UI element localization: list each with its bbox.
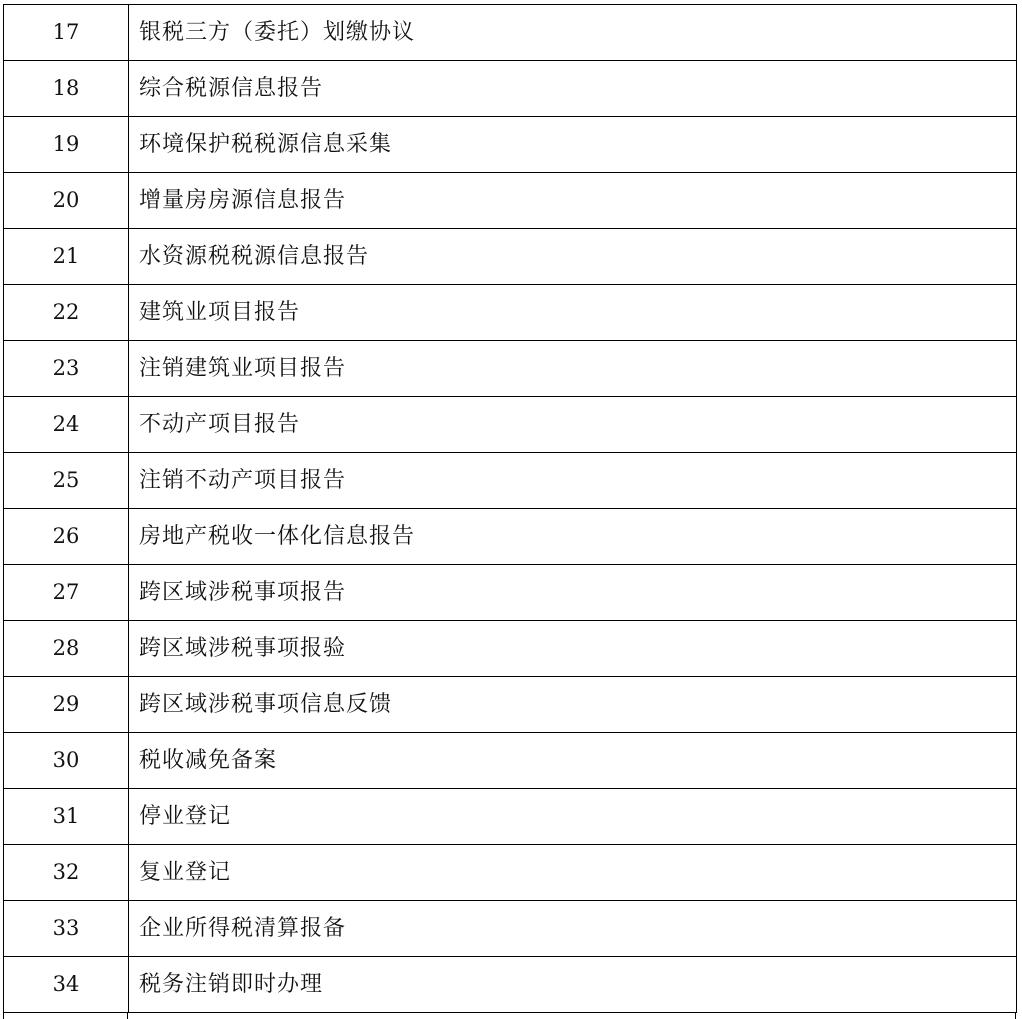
row-name-cell: 复业登记 <box>129 845 1017 901</box>
row-number-cell: 26 <box>4 509 129 565</box>
item-table-body <box>4 5 1017 1013</box>
row-name-cell: 注销不动产项目报告 <box>129 453 1017 509</box>
row-number-cell: 30 <box>4 733 129 789</box>
row-name-cell: 税务注销即时办理 <box>129 957 1017 1013</box>
row-number-cell: 25 <box>4 453 129 509</box>
row-name-cell: 跨区域涉税事项信息反馈 <box>129 677 1017 733</box>
table-row <box>4 621 1017 677</box>
row-name-cell: 停业登记 <box>129 789 1017 845</box>
table-right-border <box>1015 1013 1016 1019</box>
row-number-cell: 31 <box>4 789 129 845</box>
table-row <box>4 453 1017 509</box>
item-table-container <box>3 4 1016 1013</box>
row-name-cell: 增量房房源信息报告 <box>129 173 1017 229</box>
table-row <box>4 565 1017 621</box>
row-name-cell: 不动产项目报告 <box>129 397 1017 453</box>
table-row <box>4 509 1017 565</box>
row-number-cell: 24 <box>4 397 129 453</box>
row-name-cell: 注销建筑业项目报告 <box>129 341 1017 397</box>
row-name-cell: 综合税源信息报告 <box>129 61 1017 117</box>
table-row <box>4 789 1017 845</box>
table-row <box>4 61 1017 117</box>
row-number-cell: 27 <box>4 565 129 621</box>
truncated-next-row <box>3 1012 1016 1018</box>
row-number-cell: 34 <box>4 957 129 1013</box>
row-number-cell: 23 <box>4 341 129 397</box>
row-number-cell: 28 <box>4 621 129 677</box>
row-number-cell: 22 <box>4 285 129 341</box>
row-number-cell: 21 <box>4 229 129 285</box>
row-name-cell: 税收减免备案 <box>129 733 1017 789</box>
row-name-cell: 跨区域涉税事项报验 <box>129 621 1017 677</box>
row-number-cell: 29 <box>4 677 129 733</box>
row-number-cell: 20 <box>4 173 129 229</box>
row-name-cell: 水资源税税源信息报告 <box>129 229 1017 285</box>
row-number-cell: 17 <box>4 5 129 61</box>
row-name-cell: 建筑业项目报告 <box>129 285 1017 341</box>
row-name-cell: 跨区域涉税事项报告 <box>129 565 1017 621</box>
table-row <box>4 5 1017 61</box>
row-name-cell: 企业所得税清算报备 <box>129 901 1017 957</box>
table-row <box>4 117 1017 173</box>
item-table <box>3 4 1017 1013</box>
table-row <box>4 957 1017 1013</box>
table-row <box>4 397 1017 453</box>
table-row <box>4 901 1017 957</box>
row-name-cell: 环境保护税税源信息采集 <box>129 117 1017 173</box>
row-name-cell: 银税三方（委托）划缴协议 <box>129 5 1017 61</box>
table-row <box>4 285 1017 341</box>
table-left-border <box>3 1013 4 1019</box>
column-divider <box>127 1013 128 1019</box>
table-row <box>4 677 1017 733</box>
row-number-cell: 19 <box>4 117 129 173</box>
table-row <box>4 229 1017 285</box>
table-row <box>4 173 1017 229</box>
row-number-cell: 33 <box>4 901 129 957</box>
table-row <box>4 341 1017 397</box>
table-row <box>4 845 1017 901</box>
table-row <box>4 733 1017 789</box>
row-number-cell: 32 <box>4 845 129 901</box>
row-name-cell: 房地产税收一体化信息报告 <box>129 509 1017 565</box>
row-number-cell: 18 <box>4 61 129 117</box>
